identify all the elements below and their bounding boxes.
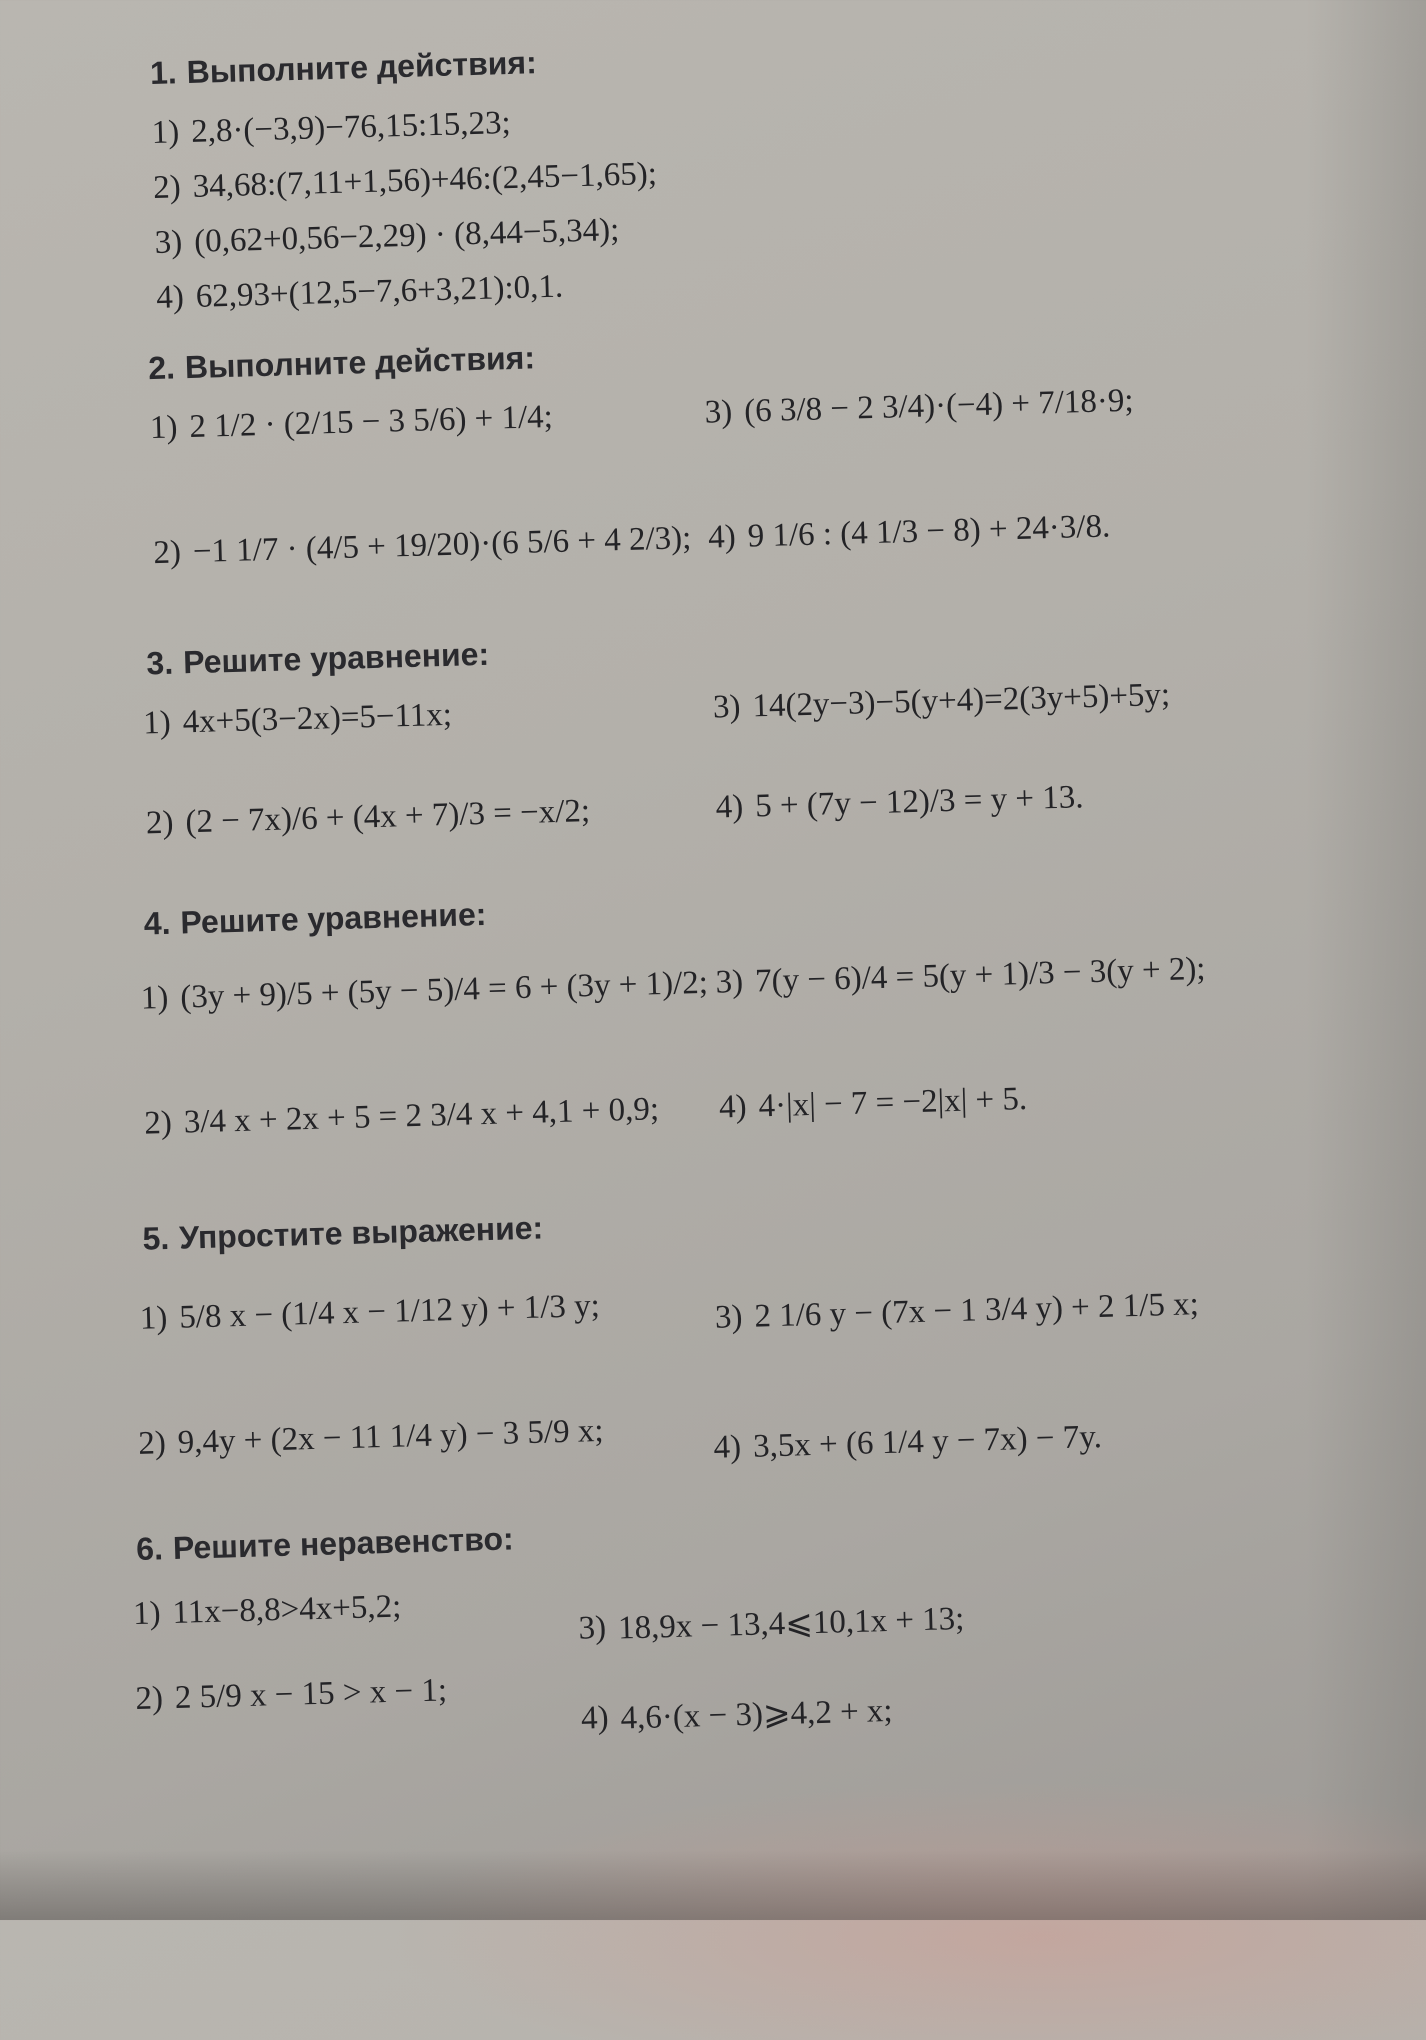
exercise-6-3 [578, 1598, 965, 1649]
item-text: 34,68:(7,11+1,56)+46:(2,45−1,65); [192, 155, 658, 205]
item-label: 4) [707, 518, 737, 556]
section-number: 1. [149, 54, 178, 92]
section-title: Выполните действия: [184, 339, 536, 386]
item-text: 2 5/9 x − 15 > x − 1; [174, 1672, 448, 1716]
exercise-3-3 [712, 677, 1170, 727]
item-label: 3) [715, 963, 744, 1001]
exercise-5-1 [139, 1288, 600, 1338]
exercise-4-3 [715, 951, 1206, 1002]
item-text: 7(y − 6)/4 = 5(y + 1)/3 − 3(y + 2); [754, 950, 1206, 1000]
section-6-heading [136, 1520, 514, 1568]
item-text: 4,6·(x − 3)⩾4,2 + x; [620, 1692, 894, 1737]
item-text: 5 + (7y − 12)/3 = y + 13. [754, 779, 1084, 825]
item-text: −1 1/7 · (4/5 + 19/20)·(6 5/6 + 4 2/3); [192, 520, 692, 570]
item-label: 3) [714, 1298, 743, 1336]
section-number: 6. [135, 1530, 164, 1567]
section-title: Упростите выражение: [178, 1209, 544, 1256]
item-text: 3/4 x + 2x + 5 = 2 3/4 x + 4,1 + 0,9; [183, 1091, 660, 1141]
item-text: (3y + 9)/5 + (5y − 5)/4 = 6 + (3y + 1)/2; [179, 964, 709, 1016]
item-label: 2) [152, 169, 182, 206]
exercise-2-3 [704, 383, 1134, 432]
item-label: 4) [580, 1699, 610, 1737]
item-label: 2) [137, 1425, 167, 1462]
exercise-1-1 [151, 105, 511, 152]
item-text: (2 − 7x)/6 + (4x + 7)/3 = −x/2; [184, 793, 591, 841]
section-3-heading [146, 636, 490, 683]
item-label: 2) [145, 804, 174, 842]
item-label: 1) [151, 114, 180, 151]
item-label: 1) [140, 979, 169, 1017]
exercise-5-2 [138, 1413, 604, 1463]
exercise-2-1 [149, 399, 553, 447]
exercise-6-2 [135, 1672, 448, 1718]
item-text: 3,5x + (6 1/4 y − 7x) − 7y. [752, 1418, 1103, 1465]
exercise-6-1 [133, 1589, 402, 1633]
item-text: 4·|x| − 7 = −2|x| + 5. [758, 1080, 1028, 1125]
item-text: 2 1/2 · (2/15 − 3 5/6) + 1/4; [188, 398, 554, 446]
exercise-4-2 [144, 1091, 660, 1142]
section-number: 5. [142, 1219, 170, 1257]
exercise-1-4 [156, 269, 564, 317]
item-label: 3) [704, 393, 733, 431]
exercise-2-4 [708, 508, 1111, 556]
section-number: 4. [143, 904, 171, 942]
exercise-5-4 [713, 1419, 1102, 1467]
item-label: 4) [715, 788, 744, 826]
item-text: 62,93+(12,5−7,6+3,21):0,1. [195, 268, 564, 315]
item-label: 4) [155, 279, 185, 316]
exercise-4-1 [140, 965, 708, 1018]
item-text: 2 1/6 y − (7x − 1 3/4 y) + 2 1/5 x; [753, 1286, 1200, 1335]
exercise-4-4 [719, 1081, 1028, 1127]
item-label: 3) [154, 224, 183, 261]
section-title: Выполните действия: [186, 44, 538, 90]
item-label: 1) [149, 409, 178, 447]
item-text: 5/8 x − (1/4 x − 1/12 y) + 1/3 y; [178, 1287, 601, 1336]
item-text: 4x+5(3−2x)=5−11x; [182, 696, 453, 741]
section-5-heading [142, 1209, 544, 1257]
section-number: 2. [147, 349, 176, 387]
item-label: 3) [712, 688, 741, 726]
exercise-1-2 [153, 156, 658, 207]
section-4-heading [143, 896, 487, 943]
item-label: 4) [718, 1088, 748, 1126]
section-1-heading [150, 44, 538, 92]
section-2-heading [148, 339, 536, 387]
exercise-3-2 [145, 793, 590, 842]
exercise-3-1 [143, 697, 453, 743]
exercise-6-4 [581, 1690, 894, 1739]
section-title: Решите неравенство: [172, 1520, 515, 1566]
item-label: 1) [139, 1300, 168, 1337]
section-number: 3. [145, 644, 174, 682]
item-label: 2) [134, 1680, 164, 1718]
item-label: 1) [132, 1595, 162, 1633]
item-label: 2) [143, 1104, 173, 1142]
item-label: 4) [713, 1429, 742, 1466]
item-text: 18,9x − 13,4⩽10,1x + 13; [617, 1600, 965, 1647]
item-text: 11x−8,8>4x+5,2; [172, 1588, 402, 1631]
exercise-2-2 [153, 520, 692, 572]
exercise-1-3 [154, 212, 620, 262]
item-label: 2) [152, 534, 182, 572]
item-text: (0,62+0,56−2,29) · (8,44−5,34); [193, 211, 620, 260]
item-text: 9,4y + (2x − 11 1/4 y) − 3 5/9 x; [177, 1412, 604, 1461]
section-title: Решите уравнение: [182, 635, 490, 681]
item-label: 3) [578, 1609, 607, 1647]
item-text: 14(2y−3)−5(y+4)=2(3y+5)+5y; [751, 676, 1171, 725]
exercise-5-3 [714, 1286, 1199, 1336]
item-label: 1) [142, 704, 172, 742]
item-text: 9 1/6 : (4 1/3 − 8) + 24·3/8. [747, 508, 1111, 555]
item-text: (6 3/8 − 2 3/4)·(−4) + 7/18·9; [743, 382, 1135, 430]
item-text: 2,8·(−3,9)−76,15:15,23; [190, 104, 512, 150]
section-title: Решите уравнение: [179, 895, 487, 941]
exercise-3-4 [715, 779, 1084, 826]
